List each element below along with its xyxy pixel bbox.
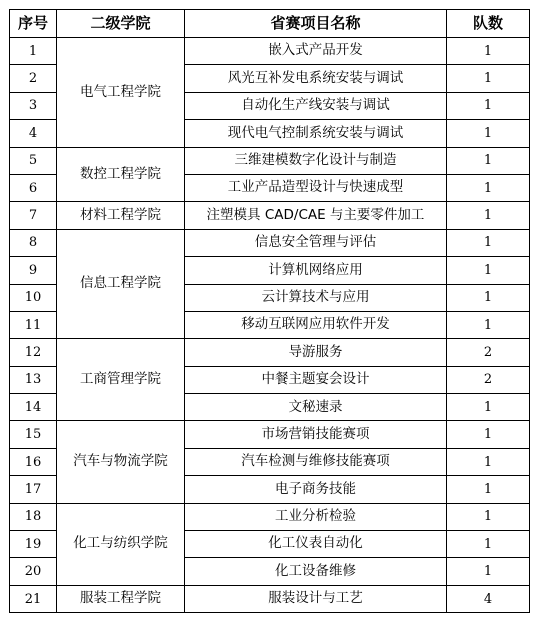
teams-cell: 1 bbox=[447, 202, 530, 229]
teams-cell: 1 bbox=[447, 38, 530, 65]
header-row bbox=[10, 10, 530, 38]
teams-cell: 4 bbox=[447, 585, 530, 612]
project-cell: 现代电气控制系统安装与调试 bbox=[185, 120, 447, 147]
header-college: 二级学院 bbox=[57, 10, 185, 38]
header-seq: 序号 bbox=[10, 10, 57, 38]
teams-cell: 1 bbox=[447, 558, 530, 585]
table-row bbox=[10, 503, 530, 530]
project-cell: 三维建模数字化设计与制造 bbox=[185, 147, 447, 174]
table-row bbox=[10, 229, 530, 256]
project-cell: 风光互补发电系统安装与调试 bbox=[185, 65, 447, 92]
teams-cell: 1 bbox=[447, 229, 530, 256]
table-body bbox=[10, 38, 530, 613]
college-cell: 服装工程学院 bbox=[57, 585, 185, 612]
teams-cell: 1 bbox=[447, 257, 530, 284]
college-cell: 信息工程学院 bbox=[57, 229, 185, 339]
college-cell: 化工与纺织学院 bbox=[57, 503, 185, 585]
seq-cell: 15 bbox=[10, 421, 57, 448]
seq-cell: 16 bbox=[10, 448, 57, 475]
college-cell: 数控工程学院 bbox=[57, 147, 185, 202]
teams-cell: 1 bbox=[447, 448, 530, 475]
teams-cell: 1 bbox=[447, 147, 530, 174]
project-cell: 信息安全管理与评估 bbox=[185, 229, 447, 256]
seq-cell: 17 bbox=[10, 476, 57, 503]
teams-cell: 1 bbox=[447, 311, 530, 338]
seq-cell: 13 bbox=[10, 366, 57, 393]
project-cell: 汽车检测与维修技能赛项 bbox=[185, 448, 447, 475]
teams-cell: 1 bbox=[447, 476, 530, 503]
teams-cell: 1 bbox=[447, 503, 530, 530]
project-cell: 计算机网络应用 bbox=[185, 257, 447, 284]
teams-cell: 1 bbox=[447, 92, 530, 119]
seq-cell: 6 bbox=[10, 174, 57, 201]
college-cell: 材料工程学院 bbox=[57, 202, 185, 229]
project-cell: 市场营销技能赛项 bbox=[185, 421, 447, 448]
teams-cell: 2 bbox=[447, 339, 530, 366]
project-cell: 工业产品造型设计与快速成型 bbox=[185, 174, 447, 201]
project-cell: 文秘速录 bbox=[185, 394, 447, 421]
header-project: 省赛项目名称 bbox=[185, 10, 447, 38]
teams-cell: 1 bbox=[447, 65, 530, 92]
table-row bbox=[10, 339, 530, 366]
seq-cell: 18 bbox=[10, 503, 57, 530]
project-cell: 工业分析检验 bbox=[185, 503, 447, 530]
project-cell: 服装设计与工艺 bbox=[185, 585, 447, 612]
table-row bbox=[10, 202, 530, 229]
seq-cell: 1 bbox=[10, 38, 57, 65]
table-row bbox=[10, 147, 530, 174]
seq-cell: 3 bbox=[10, 92, 57, 119]
teams-cell: 1 bbox=[447, 394, 530, 421]
teams-cell: 1 bbox=[447, 531, 530, 558]
college-cell: 电气工程学院 bbox=[57, 38, 185, 148]
seq-cell: 2 bbox=[10, 65, 57, 92]
college-cell: 汽车与物流学院 bbox=[57, 421, 185, 503]
teams-cell: 2 bbox=[447, 366, 530, 393]
teams-cell: 1 bbox=[447, 174, 530, 201]
project-cell: 自动化生产线安装与调试 bbox=[185, 92, 447, 119]
project-cell: 中餐主题宴会设计 bbox=[185, 366, 447, 393]
table-row bbox=[10, 421, 530, 448]
header-teams: 队数 bbox=[447, 10, 530, 38]
project-cell: 云计算技术与应用 bbox=[185, 284, 447, 311]
project-cell: 电子商务技能 bbox=[185, 476, 447, 503]
project-cell: 注塑模具 CAD/CAE 与主要零件加工 bbox=[185, 202, 447, 229]
seq-cell: 4 bbox=[10, 120, 57, 147]
project-cell: 化工设备维修 bbox=[185, 558, 447, 585]
seq-cell: 7 bbox=[10, 202, 57, 229]
table-row bbox=[10, 38, 530, 65]
seq-cell: 19 bbox=[10, 531, 57, 558]
seq-cell: 11 bbox=[10, 311, 57, 338]
seq-cell: 21 bbox=[10, 585, 57, 612]
college-cell: 工商管理学院 bbox=[57, 339, 185, 421]
seq-cell: 5 bbox=[10, 147, 57, 174]
teams-cell: 1 bbox=[447, 284, 530, 311]
teams-cell: 1 bbox=[447, 120, 530, 147]
seq-cell: 14 bbox=[10, 394, 57, 421]
seq-cell: 9 bbox=[10, 257, 57, 284]
teams-cell: 1 bbox=[447, 421, 530, 448]
project-cell: 导游服务 bbox=[185, 339, 447, 366]
seq-cell: 20 bbox=[10, 558, 57, 585]
project-cell: 化工仪表自动化 bbox=[185, 531, 447, 558]
seq-cell: 12 bbox=[10, 339, 57, 366]
project-cell: 嵌入式产品开发 bbox=[185, 38, 447, 65]
seq-cell: 8 bbox=[10, 229, 57, 256]
table-row bbox=[10, 585, 530, 612]
competition-table bbox=[9, 9, 530, 613]
project-cell: 移动互联网应用软件开发 bbox=[185, 311, 447, 338]
seq-cell: 10 bbox=[10, 284, 57, 311]
